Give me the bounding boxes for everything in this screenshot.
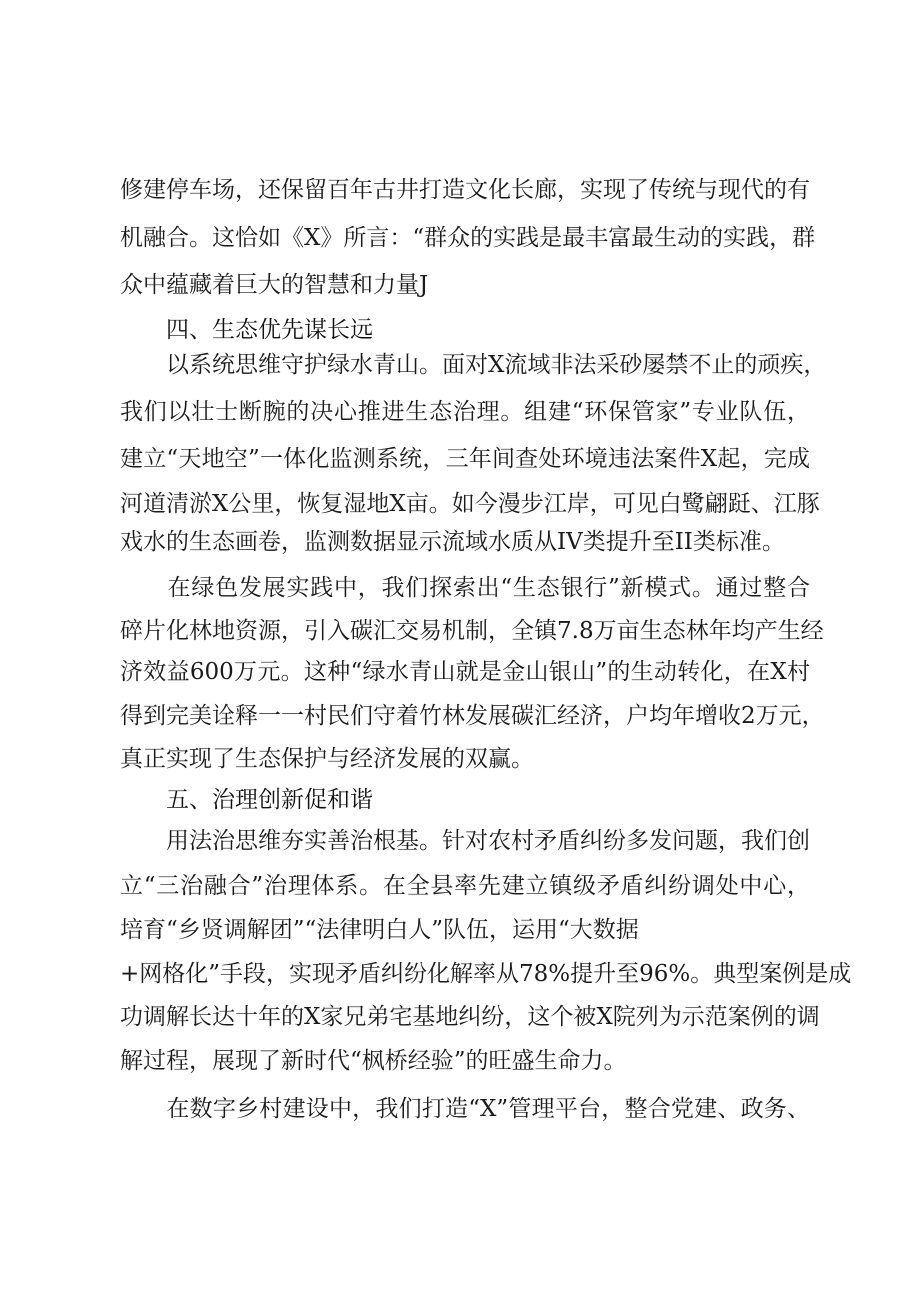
paragraph-line: 真正实现了生态保护与经济发展的双赢。: [120, 746, 534, 772]
paragraph-line: 以系统思维守护绿水青山。面对X流域非法采砂屡禁不止的顽疾，: [120, 352, 827, 378]
paragraph-line: 修建停车场，还保留百年古井打造文化长廊，实现了传统与现代的有: [120, 177, 810, 203]
paragraph-line: +网格化”手段，实现矛盾纠纷化解率从78%提升至96%。典型案例是成: [120, 961, 852, 987]
paragraph-line: 解过程，展现了新时代“枫桥经验”的旺盛生命力。: [120, 1048, 627, 1074]
section-5-body: [120, 0, 852, 1301]
section-heading: 五、治理创新促和谐: [166, 787, 373, 813]
paragraph-line: 功调解长达十年的X家兄弟宅基地纠纷，这个被X院列为示范案例的调: [120, 1004, 820, 1030]
paragraph-line: 得到完美诠释一一村民们守着竹林发展碳汇经济，户均年增收2万元，: [120, 703, 825, 729]
paragraph-line: 济效益600万元。这种“绿水青山就是金山银山”的生动转化，在X村: [120, 659, 810, 685]
paragraph-line: 戏水的生态画卷，监测数据显示流域水质从IV类提升至II类标准。: [120, 529, 785, 555]
paragraph-line: 在绿色发展实践中，我们探索出“生态银行”新模式。通过整合: [120, 575, 810, 601]
paragraph-line: 众中蕴藏着巨大的智慧和力量J: [120, 272, 429, 298]
paragraph-line: 用法治思维夯实善治根基。针对农村矛盾纠纷多发问题，我们创: [120, 828, 810, 854]
paragraph-line: 碎片化林地资源，引入碳汇交易机制，全镇7.8万亩生态林年均产生经: [120, 618, 824, 644]
paragraph-line: 培育“乡贤调解团”“法律明白人”队伍，运用“大数据: [120, 917, 639, 943]
paragraph-line: 在数字乡村建设中，我们打造“X”管理平台，整合党建、政务、: [120, 1096, 810, 1122]
paragraph-line: 立“三治融合”治理体系。在全县率先建立镇级矛盾纠纷调处中心，: [120, 873, 810, 899]
paragraph-line: 河道清淤X公里，恢复湿地X亩。如今漫步江岸，可见白鹭翩跹、江豚: [120, 491, 820, 517]
paragraph-line: 机融合。这恰如《X》所言：“群众的实践是最丰富最生动的实践，群: [120, 225, 816, 251]
paragraph-line: 建立“天地空”一体化监测系统，三年间查处环境违法案件X起，完成: [120, 446, 810, 472]
paragraph-line: 我们以壮士断腕的决心推进生态治理。组建“环保管家”专业队伍，: [120, 399, 810, 425]
section-heading: 四、生态优先谋长远: [166, 317, 373, 343]
